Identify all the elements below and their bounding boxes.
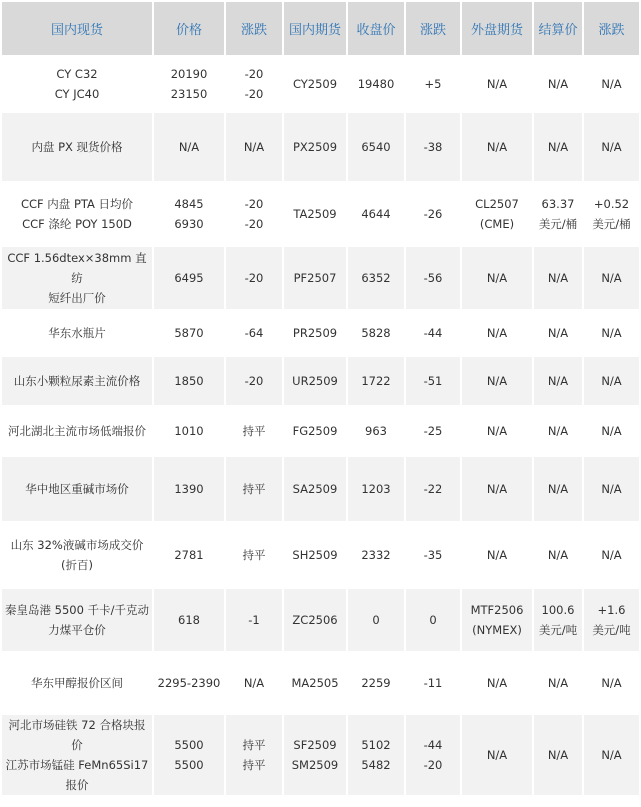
cell-text: N/A xyxy=(243,140,265,154)
cell-text: 美元/吨 xyxy=(592,623,631,637)
spot-name-cell xyxy=(2,457,152,521)
cell-text: N/A xyxy=(486,326,508,340)
cell-text: 美元/吨 xyxy=(538,623,578,637)
cell-text: 秦皇岛港 5500 千卡/千克动 xyxy=(5,603,149,617)
cell-text: 2781 xyxy=(174,548,204,562)
spot-change-cell xyxy=(226,589,282,651)
future-code-cell xyxy=(284,57,346,111)
table-row xyxy=(2,523,639,587)
cell-text: N/A xyxy=(486,77,508,91)
foreign-future-cell xyxy=(462,407,532,455)
cell-text: FG2509 xyxy=(292,424,338,438)
header-cell: 结算价 xyxy=(534,2,582,55)
cell-text: 6930 xyxy=(174,217,204,231)
spot-price-cell xyxy=(154,589,224,651)
header-cell: 国内现货 xyxy=(2,2,152,55)
table-row xyxy=(2,457,639,521)
cell-text: N/A xyxy=(547,140,569,154)
cell-text: 618 xyxy=(178,613,200,627)
foreign-future-cell xyxy=(462,457,532,521)
close-price-cell xyxy=(348,589,404,651)
close-change-cell xyxy=(406,457,460,521)
cell-text: N/A xyxy=(601,482,622,496)
close-price-cell xyxy=(348,183,404,245)
settle-price-cell xyxy=(534,113,582,181)
close-change-cell xyxy=(406,57,460,111)
cell-text: 1850 xyxy=(174,374,204,388)
spot-name-cell xyxy=(2,357,152,405)
spot-name-cell xyxy=(2,57,152,111)
cell-text: 23150 xyxy=(170,87,208,101)
table-row xyxy=(2,589,639,651)
cell-text: 5500 xyxy=(174,758,204,772)
settle-change-cell xyxy=(584,523,639,587)
spot-name-cell xyxy=(2,311,152,355)
foreign-future-cell xyxy=(462,183,532,245)
cell-text: CL2507 xyxy=(475,197,519,211)
settle-change-cell xyxy=(584,653,639,713)
cell-text: N/A xyxy=(178,140,200,154)
spot-change-cell xyxy=(226,653,282,713)
cell-text: 华东甲醇报价区间 xyxy=(31,676,123,690)
cell-text: N/A xyxy=(547,374,569,388)
cell-text: 华中地区重碱市场价 xyxy=(25,482,129,496)
cell-text: N/A xyxy=(486,748,508,762)
header-cell: 涨跌 xyxy=(406,2,460,55)
close-price-cell xyxy=(348,523,404,587)
settle-change-cell xyxy=(584,457,639,521)
table-body xyxy=(2,57,639,795)
settle-change-cell xyxy=(584,183,639,245)
close-change-cell xyxy=(406,357,460,405)
cell-text: 20190 xyxy=(170,67,208,81)
cell-text: N/A xyxy=(486,676,508,690)
cell-text: 4845 xyxy=(174,197,204,211)
foreign-future-cell xyxy=(462,523,532,587)
cell-text: 5870 xyxy=(174,326,204,340)
settle-price-cell xyxy=(534,407,582,455)
cell-text: CCF 内盘 PTA 日均价 xyxy=(20,197,134,211)
cell-text: 华东水瓶片 xyxy=(48,326,106,340)
spot-price-cell xyxy=(154,407,224,455)
close-change-cell xyxy=(406,247,460,309)
table-row xyxy=(2,113,639,181)
cell-text: 4644 xyxy=(361,207,391,221)
spot-name-cell xyxy=(2,523,152,587)
cell-text: 美元/桶 xyxy=(592,217,631,231)
settle-price-cell xyxy=(534,589,582,651)
settle-change-cell xyxy=(584,407,639,455)
cell-text: UR2509 xyxy=(292,374,338,388)
spot-change-cell xyxy=(226,57,282,111)
header-cell: 国内期货 xyxy=(284,2,346,55)
cell-text: PX2509 xyxy=(292,140,338,154)
spot-price-cell xyxy=(154,311,224,355)
close-price-cell xyxy=(348,653,404,713)
future-code-cell xyxy=(284,311,346,355)
cell-text: N/A xyxy=(601,676,622,690)
header-row xyxy=(2,2,639,55)
spot-price-cell xyxy=(154,523,224,587)
cell-text: CY JC40 xyxy=(54,87,100,101)
cell-text: -38 xyxy=(423,140,443,154)
settle-price-cell xyxy=(534,311,582,355)
cell-text: N/A xyxy=(601,548,622,562)
spot-change-cell xyxy=(226,311,282,355)
cell-text: MTF2506 xyxy=(470,603,524,617)
cell-text: -20 xyxy=(244,217,264,231)
cell-text: -26 xyxy=(423,207,443,221)
cell-text: N/A xyxy=(547,482,569,496)
close-change-cell xyxy=(406,311,460,355)
cell-text: +5 xyxy=(424,77,442,91)
cell-text: N/A xyxy=(601,271,622,285)
settle-change-cell xyxy=(584,357,639,405)
cell-text: -22 xyxy=(423,482,443,496)
cell-text: +0.52 xyxy=(593,197,630,211)
foreign-future-cell xyxy=(462,715,532,795)
future-code-cell xyxy=(284,715,346,795)
cell-text: 内盘 PX 现货价格 xyxy=(31,140,123,154)
spot-name-cell xyxy=(2,589,152,651)
cell-text: N/A xyxy=(486,424,508,438)
cell-text: -44 xyxy=(423,326,443,340)
cell-text: +1.6 xyxy=(597,603,626,617)
cell-text: 6540 xyxy=(361,140,391,154)
spot-change-cell xyxy=(226,183,282,245)
cell-text: 2332 xyxy=(361,548,391,562)
future-code-cell xyxy=(284,247,346,309)
settle-change-cell xyxy=(584,715,639,795)
cell-text: PF2507 xyxy=(293,271,337,285)
settle-price-cell xyxy=(534,715,582,795)
cell-text: -20 xyxy=(244,197,264,211)
cell-text: 5828 xyxy=(361,326,391,340)
table-row xyxy=(2,311,639,355)
cell-text: 美元/桶 xyxy=(538,217,578,231)
cell-text: N/A xyxy=(601,77,622,91)
cell-text: 持平 xyxy=(242,758,266,772)
close-price-cell xyxy=(348,113,404,181)
cell-text: 6352 xyxy=(361,271,391,285)
spot-price-cell xyxy=(154,57,224,111)
settle-change-cell xyxy=(584,57,639,111)
header-cell: 涨跌 xyxy=(226,2,282,55)
foreign-future-cell xyxy=(462,311,532,355)
cell-text: 19480 xyxy=(357,77,395,91)
cell-text: -11 xyxy=(423,676,443,690)
cell-text: 5102 xyxy=(361,738,391,752)
foreign-future-cell xyxy=(462,247,532,309)
cell-text: 力煤平仓价 xyxy=(48,623,106,637)
close-price-cell xyxy=(348,457,404,521)
close-price-cell xyxy=(348,357,404,405)
table-row xyxy=(2,247,639,309)
cell-text: SH2509 xyxy=(292,548,338,562)
close-price-cell xyxy=(348,247,404,309)
settle-price-cell xyxy=(534,523,582,587)
cell-text: N/A xyxy=(601,140,622,154)
close-change-cell xyxy=(406,113,460,181)
header-cell: 价格 xyxy=(154,2,224,55)
cell-text: MA2505 xyxy=(291,676,339,690)
cell-text: (NYMEX) xyxy=(472,623,522,637)
cell-text: 报价 xyxy=(65,778,89,792)
cell-text: 2259 xyxy=(361,676,391,690)
cell-text: CCF 1.56dtex×38mm 直纺 xyxy=(7,251,147,285)
spot-name-cell xyxy=(2,247,152,309)
spot-price-cell xyxy=(154,457,224,521)
cell-text: N/A xyxy=(547,424,569,438)
cell-text: SF2509 xyxy=(293,738,337,752)
cell-text: 100.6 xyxy=(541,603,575,617)
header-cell: 涨跌 xyxy=(584,2,639,55)
foreign-future-cell xyxy=(462,357,532,405)
cell-text: N/A xyxy=(486,271,508,285)
table-row xyxy=(2,57,639,111)
cell-text: N/A xyxy=(486,548,508,562)
cell-text: 1722 xyxy=(361,374,391,388)
cell-text: (折百) xyxy=(61,558,93,572)
spot-price-cell xyxy=(154,183,224,245)
cell-text: ZC2506 xyxy=(292,613,338,627)
cell-text: N/A xyxy=(243,676,265,690)
spot-change-cell xyxy=(226,407,282,455)
cell-text: N/A xyxy=(547,77,569,91)
cell-text: N/A xyxy=(486,374,508,388)
future-code-cell xyxy=(284,589,346,651)
settle-change-cell xyxy=(584,311,639,355)
close-price-cell xyxy=(348,407,404,455)
cell-text: -44 xyxy=(423,738,443,752)
cell-text: -20 xyxy=(423,758,443,772)
cell-text: 持平 xyxy=(242,548,266,562)
cell-text: 持平 xyxy=(242,424,266,438)
cell-text: SM2509 xyxy=(291,758,339,772)
spot-change-cell xyxy=(226,523,282,587)
cell-text: 5500 xyxy=(174,738,204,752)
settle-change-cell xyxy=(584,113,639,181)
foreign-future-cell xyxy=(462,589,532,651)
close-change-cell xyxy=(406,407,460,455)
cell-text: 1390 xyxy=(174,482,204,496)
close-price-cell xyxy=(348,311,404,355)
table-row xyxy=(2,407,639,455)
cell-text: -51 xyxy=(423,374,443,388)
cell-text: 山东 32%液碱市场成交价 xyxy=(10,538,144,552)
settle-price-cell xyxy=(534,57,582,111)
cell-text: 0 xyxy=(372,613,380,627)
future-code-cell xyxy=(284,653,346,713)
foreign-future-cell xyxy=(462,653,532,713)
settle-change-cell xyxy=(584,247,639,309)
cell-text: 5482 xyxy=(361,758,391,772)
spot-name-cell xyxy=(2,113,152,181)
cell-text: N/A xyxy=(601,748,622,762)
cell-text: 2295-2390 xyxy=(157,676,221,690)
header-cell: 收盘价 xyxy=(348,2,404,55)
spot-name-cell xyxy=(2,183,152,245)
cell-text: -20 xyxy=(244,271,264,285)
spot-name-cell xyxy=(2,715,152,795)
settle-price-cell xyxy=(534,457,582,521)
close-change-cell xyxy=(406,589,460,651)
future-code-cell xyxy=(284,407,346,455)
close-change-cell xyxy=(406,523,460,587)
spot-price-cell xyxy=(154,653,224,713)
foreign-future-cell xyxy=(462,113,532,181)
spot-price-cell xyxy=(154,715,224,795)
cell-text: (CME) xyxy=(479,217,515,231)
cell-text: 山东小颗粒尿素主流价格 xyxy=(13,374,141,388)
foreign-future-cell xyxy=(462,57,532,111)
cell-text: PR2509 xyxy=(292,326,338,340)
settle-change-cell xyxy=(584,589,639,651)
spot-price-cell xyxy=(154,113,224,181)
spot-change-cell xyxy=(226,113,282,181)
settle-price-cell xyxy=(534,183,582,245)
spot-change-cell xyxy=(226,457,282,521)
cell-text: N/A xyxy=(486,140,508,154)
close-change-cell xyxy=(406,715,460,795)
table-row xyxy=(2,357,639,405)
spot-name-cell xyxy=(2,653,152,713)
settle-price-cell xyxy=(534,653,582,713)
settle-price-cell xyxy=(534,357,582,405)
close-price-cell xyxy=(348,715,404,795)
close-change-cell xyxy=(406,653,460,713)
cell-text: -20 xyxy=(244,374,264,388)
cell-text: 963 xyxy=(365,424,387,438)
close-change-cell xyxy=(406,183,460,245)
cell-text: N/A xyxy=(601,424,622,438)
spot-change-cell xyxy=(226,715,282,795)
cell-text: N/A xyxy=(547,271,569,285)
cell-text: -20 xyxy=(244,67,264,81)
cell-text: -25 xyxy=(423,424,443,438)
cell-text: N/A xyxy=(601,374,622,388)
future-code-cell xyxy=(284,457,346,521)
table-row xyxy=(2,653,639,713)
cell-text: -35 xyxy=(423,548,443,562)
cell-text: 持平 xyxy=(242,482,266,496)
cell-text: -56 xyxy=(423,271,443,285)
cell-text: 1010 xyxy=(174,424,204,438)
cell-text: 0 xyxy=(429,613,437,627)
cell-text: N/A xyxy=(486,482,508,496)
spot-change-cell xyxy=(226,247,282,309)
cell-text: CY2509 xyxy=(292,77,338,91)
cell-text: 6495 xyxy=(174,271,204,285)
table-row xyxy=(2,183,639,245)
future-code-cell xyxy=(284,523,346,587)
future-code-cell xyxy=(284,357,346,405)
spot-change-cell xyxy=(226,357,282,405)
future-code-cell xyxy=(284,183,346,245)
cell-text: 短纤出厂价 xyxy=(48,291,106,305)
cell-text: 1203 xyxy=(361,482,391,496)
cell-text: N/A xyxy=(547,548,569,562)
cell-text: -20 xyxy=(244,87,264,101)
cell-text: N/A xyxy=(547,326,569,340)
future-code-cell xyxy=(284,113,346,181)
cell-text: N/A xyxy=(547,748,569,762)
close-price-cell xyxy=(348,57,404,111)
table-row xyxy=(2,715,639,795)
cell-text: 河北湖北主流市场低端报价 xyxy=(8,424,146,438)
spot-name-cell xyxy=(2,407,152,455)
cell-text: CCF 涤纶 POY 150D xyxy=(22,217,132,231)
cell-text: N/A xyxy=(547,676,569,690)
settle-price-cell xyxy=(534,247,582,309)
cell-text: SA2509 xyxy=(292,482,338,496)
cell-text: CY C32 xyxy=(56,67,98,81)
spot-price-cell xyxy=(154,247,224,309)
cell-text: N/A xyxy=(601,326,622,340)
cell-text: -64 xyxy=(244,326,264,340)
cell-text: 持平 xyxy=(242,738,266,752)
cell-text: 63.37 xyxy=(541,197,575,211)
spot-price-cell xyxy=(154,357,224,405)
cell-text: -1 xyxy=(248,613,260,627)
header-cell: 外盘期货 xyxy=(462,2,532,55)
cell-text: TA2509 xyxy=(293,207,337,221)
cell-text: 河北市场硅铁 72 合格块报价 xyxy=(8,718,146,752)
cell-text: 江苏市场锰硅 FeMn65Si17 xyxy=(5,758,149,772)
